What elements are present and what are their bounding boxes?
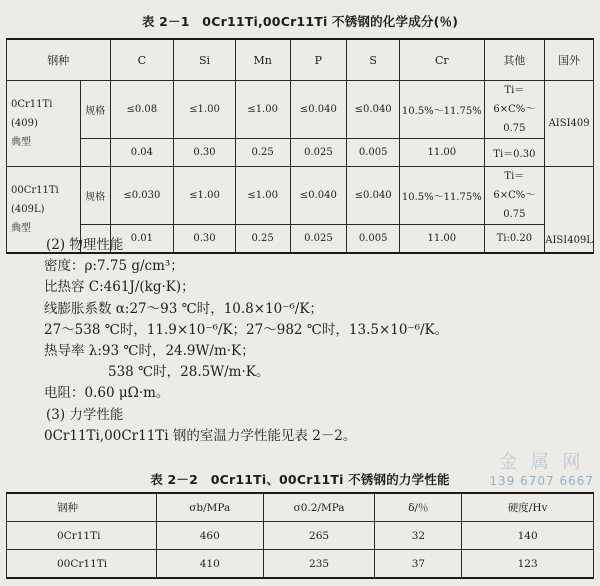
watermark: 金 属 网 139 6707 6667 bbox=[489, 452, 594, 488]
expansion-line-2: 27～538 ℃时，11.9×10⁻⁶/K；27～982 ℃时，13.5×10⁻⁶/K。 bbox=[44, 321, 449, 338]
table-row: 0.01 0.30 0.25 0.025 0.005 11.00 Ti:0.20 bbox=[7, 225, 594, 253]
col-header-p: P bbox=[290, 39, 347, 81]
col-header-c: C bbox=[110, 39, 174, 81]
col-header-mn: Mn bbox=[235, 39, 290, 81]
col-header-tensile: σb/MPa bbox=[156, 493, 263, 522]
col-header-si: Si bbox=[174, 39, 236, 81]
col-header-s: S bbox=[347, 39, 400, 81]
foreign-grade: AISI409L bbox=[545, 167, 594, 253]
table2-header-row bbox=[7, 493, 594, 522]
col-header-other: 其他 bbox=[484, 39, 545, 81]
col-header-elongation: δ/％ bbox=[375, 493, 462, 522]
mechanical-table bbox=[6, 492, 594, 579]
table1-header-row bbox=[7, 39, 594, 81]
col-header-hardness: 硬度/Hv bbox=[462, 493, 594, 522]
col-header-grade: 钢种 bbox=[7, 39, 111, 81]
conductivity-line: 热导率 λ:93 ℃时，24.9W/m·K； bbox=[44, 343, 255, 360]
spec-label: 规格 bbox=[80, 81, 110, 139]
table-row: 0.04 0.30 0.25 0.025 0.005 11.00 Ti＝0.30 bbox=[7, 139, 594, 167]
col-header-foreign: 国外 bbox=[545, 39, 594, 81]
col-header-cr: Cr bbox=[400, 39, 484, 81]
foreign-grade: AISI409 bbox=[545, 81, 594, 167]
table-row: 00Cr11Ti (409L) 典型 规格 ≤0.030 ≤1.00 ≤1.00 ≤0.040 ≤0.040 10.5%～11.75% Ti＝ 6×C%～0.75 AISI409L bbox=[7, 167, 594, 225]
spec-label: 规格 bbox=[80, 167, 110, 225]
density-line: 密度：ρ:7.75 g/cm³； bbox=[44, 258, 184, 275]
section-heading: (3) 力学性能 bbox=[46, 406, 124, 423]
body-text bbox=[46, 235, 586, 447]
specific-heat-line: 比热容 C:461J/(kg·K)； bbox=[44, 279, 195, 296]
grade-cell: 00Cr11Ti (409L) 典型 bbox=[7, 167, 81, 253]
table1-caption: 表 2－1 0Cr11Ti,00Cr11Ti 不锈钢的化学成分(％) bbox=[141, 14, 459, 29]
table2-caption: 表 2－2 0Cr11Ti、00Cr11Ti 不锈钢的力学性能 bbox=[150, 472, 450, 487]
col-header-yield: σ0.2/MPa bbox=[263, 493, 375, 522]
table-row: 0Cr11Ti 460 265 32 140 bbox=[7, 522, 594, 550]
conductivity-line-2: 538 ℃时，28.5W/m·K。 bbox=[108, 364, 270, 381]
col-header-grade: 钢种 bbox=[7, 493, 157, 522]
composition-table bbox=[6, 38, 594, 254]
table-row: 0Cr11Ti (409) 典型 规格 ≤0.08 ≤1.00 ≤1.00 ≤0.040 ≤0.040 10.5%～11.75% Ti＝ 6×C%～0.75 AISI409 bbox=[7, 81, 594, 139]
table-row: 00Cr11Ti 410 235 37 123 bbox=[7, 550, 594, 579]
section-heading: (2) 物理性能 bbox=[46, 237, 124, 253]
grade-cell: 0Cr11Ti (409) 典型 bbox=[7, 81, 81, 167]
resistance-line: 电阻：0.60 μΩ·m。 bbox=[44, 385, 170, 402]
mech-intro-line: 0Cr11Ti,00Cr11Ti 钢的室温力学性能见表 2－2。 bbox=[44, 427, 357, 444]
expansion-line: 线膨胀系数 α:27～93 ℃时，10.8×10⁻⁶/K； bbox=[44, 300, 323, 317]
